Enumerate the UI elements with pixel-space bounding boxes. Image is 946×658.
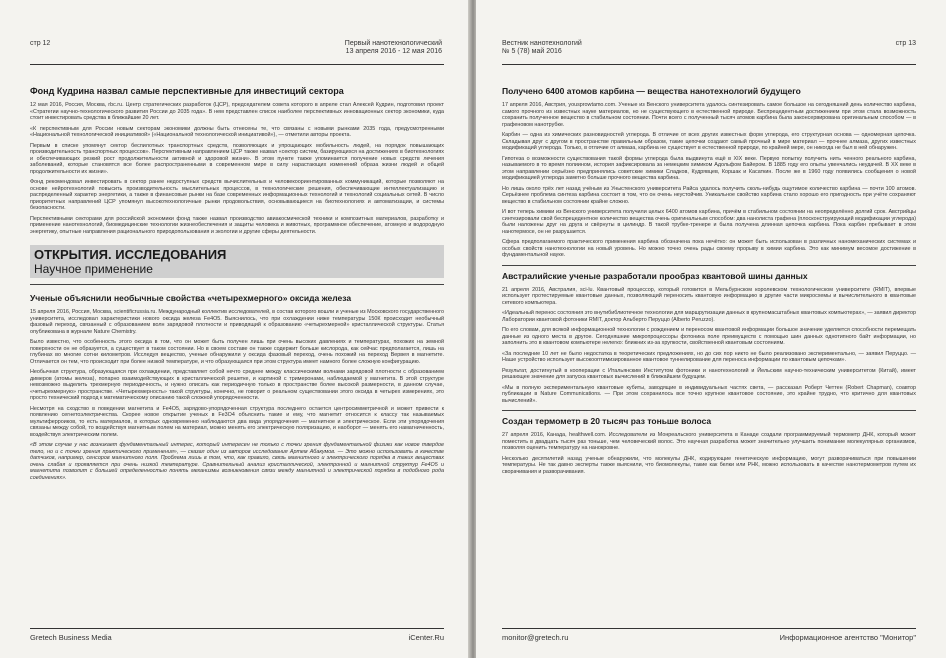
left-footer-site: iCenter.Ru (408, 633, 444, 642)
left-page-number: стр 12 (30, 40, 51, 47)
section-subtitle: Научное применение (34, 262, 153, 276)
article-paragraph: Сфера предполагаемого практического применения карбина обозначена пока нечётко: он может быть использован в различных наномеханических системах и особых свойств нанотехнологии на новый уровень. Но можно точно очень рады своему прорыву в химии карбина. Это как минимум весомое достижение в фундаментальной науке. (502, 239, 916, 258)
left-footer-rule (30, 628, 444, 629)
article-paragraph: Но лишь около трёх лет назад учёным из Уныстенского университета Райса удалось получить сколь-нибудь ощутимое количество карбина — почти 100 атомов. Серьёзнее проблема синтеза карбина состоит в том, что он очень неустойчив. Уникальное свойство карбина стало хорошо его пригодность при учёте сохраняют вещество в стабильном состоянии крайне сложно. (502, 185, 916, 205)
right-header-issue: Вестник нанотехнологий (502, 40, 582, 47)
article-paragraph: 27 апреля 2016, Канада, healthwell.com. Исследователи из Монреальского университета в Канаде создали программируемый термометр ДНК, который может поместить в двадцать тысяч раз тоньше, чем человеческий волос. Это научная разработка может значительно улучшить понимание молекулярных организмов, позволяя оценить температуру на нанокровне. (502, 432, 916, 451)
section-rule (30, 284, 444, 285)
article-paragraph: Перспективными секторами для российской экономики фонд также назвал производство авиакосмической техники и композитных материалов, разработку и применение нанотехнологий, биомедицинские технологии жизнеобеспечения и защиты человека и животных, программное обеспечение, атомную и водородную энергетику, опытные направления рационального природопользования и экологии и другие сферы деятельности. (30, 215, 444, 235)
article-rule (502, 265, 916, 266)
article-paragraph: Было известно, что особенность этого оксида в том, что он может быть получен лишь при очень высоких давлениях и температурах, похожих на земной поверхности он не образуется, а существует в таком состоянии. Но в своем составе он также содержит больше кислорода, как сейчас предполагается, лишь на глубинах во многие сотни километров. Исследуя вещество, ученые обнаружили у оксида фазовый переход, очень похожий на переход Вервея в магнетите. Отличается он тем, что происходит при более низкой температуре, и что образующаяся при этом структура имеет намного более сложную конфигурацию. (30, 339, 444, 365)
left-header-info (345, 40, 442, 56)
left-header-rule (30, 64, 444, 65)
article-paragraph: «Идеальный перенос состояния это внутибиблиотечное технологии для маршрутизации данных в крупномасштабных квантовых компьютерах», — заявил директор Лаборатории квантовой фотоники RMIT, доктор Альберто Перуццо (Alberto Peruzzo). (502, 310, 916, 323)
article-paragraph: Результат, достигнутый в кооперации с Итальянским Институтом фотоники и нанотехнологий и Йельским научно-техническим университетом (Китай), имеет решающее значение для запуска квантовых вычислений в ближайшем будущем. (502, 367, 916, 380)
left-header-issue: Первый нанотехнологический (344, 40, 442, 47)
article-paragraph: 21 апреля 2016, Австралия, sci-lu. Квантовый процессор, который готовится в Мельбурнском королевском технологическом университете (RMIT), впервые использует протестируемые квантовые данных, позволяющий переносить квантовую информацию в другие части микросхемы и вычислительного в квантовые сетевого компьютера. (502, 286, 916, 306)
right-header-rule (502, 64, 916, 65)
right-content (502, 86, 916, 479)
article-paragraph: Гипотеза о возможности существования такой формы углерода была выдвинута ещё в XIX веке. Первую попытку получить нить ченного реального карбина, называемого в то время полиином, история зафиксировала за немецким химиком Адольфом Байером. В 1885 году его опыты увенчались неудачей. В XX веке в этом направлении серьёзно предпринялись советские химики Сладков, Кудрявцев, Коршак и Касаткин. После же в 1960 году появились сообщения о новой модификацией углерода заметно больше прочного вещества карбина. (502, 155, 916, 181)
article-rule (502, 410, 916, 411)
article-title: Фонд Кудрина назвал самые перспективные для инвестиций сектора (30, 86, 344, 96)
article-paragraph: Несмотря на сходство в поведении магнетита и Fe4O5, зарядово-упорядоченная структура последнего остается центросимметричной и может привести к появлению сегнетоэлектричества. Скорее новое открытие ученых в Fe3O4 объяснить такие и ему, что магнетит относится к классу так называемых мультиферроиков, то есть материалов, в которых одновременно наблюдаются два вида упорядочения — магнитное и электрическое. Если эти упорядочения связаны между собой, то воздействуя магнитным полем на материал, можно менять его электрическую поляризацию, и наоборот — менять его намагниченность, воздействуя электрическим полем. (30, 405, 444, 438)
left-footer-brand: Gretech Business Media (30, 633, 112, 642)
section-title: ОТКРЫТИЯ. ИССЛЕДОВАНИЯ (34, 247, 227, 262)
left-header-date: 13 апреля 2016 - 12 мая 2016 (345, 48, 442, 55)
article-quote: «В этом случае у нас возникает фундаментальный интерес, который интересен не только с точки зрения фундаментальной физики как новое твердое тело, но и с точки зрения практического применения», — сказал один из авторов исследования Артем Абакумов. — Это можно использовать в качестве датчиков, например, сенсоров магнитного поля. Проблема лишь в том, что, как правило, связь магнитного и электрического порядка в таких веществах очень слабая и проявляется при очень низкой температуре. Сравнительный анализ кристаллической, электронной и магнитной структур Fe4O5 и магнетита позволит с большей определенностью понять механизмы возникновения связи между магнитной и электрической порядка в подобного рода соединениях». (30, 442, 444, 481)
right-header-number: № 5 (78) май 2016 (502, 48, 562, 55)
right-footer-email: monitor@gretech.ru (502, 633, 569, 642)
article-paragraph: Фонд рекомендовал инвестировать в сектор ранее недоступных средств вычислительных и человекоориентированных коммуникаций, которые позволяют на основе нейротехнологий повысить производительность мыслительных процессов, в технологические решения, обеспечивающие интеллектуализацию и распределенный характер энергетики, а также в финансовые рынки на базе современных информационных технологий и технологий социальных сетей. В число приоритетных направлений ЦСР упомянул высокотехнологичные рынки продовольствия, основывающиеся на биотехнологиях и автоматизации, и системы безопасности. (30, 179, 444, 211)
article-paragraph: Несколько десятилетий назад ученые обнаружили, что молекулы ДНК, кодирующие генетическую информацию, могут разворачиваться при повышении температуры. Не так давно эксперты также выяснили, что биомолекулы, такие как белки или РНК, можно использовать в качестве нанотермометров путем их сворачивания и разворачивания. (502, 455, 916, 475)
article-title: Получено 6400 атомов карбина — вещества нанотехнологий будущего (502, 86, 801, 96)
article-paragraph: Карбин — одна из химических разновидностей углерода. В отличие от всех других известных форм углерода, его структурная основа — одномерная цепочка. Складывая друг с другом в пространстве правильным образом, такие цепочки создают самый прочный в мире материал — прочнее алмаза, других известных модификаций углерода. Только, в отличие от алмаза, карбина не существует в естественной природе, по крайней мере, он никогда не был в ней обнаружен. (502, 132, 916, 151)
right-footer-agency: Информационное агентство "Монитор" (779, 633, 916, 642)
article-title: Австралийские ученые разработали прообраз квантовой шины данных (502, 270, 808, 281)
article-paragraph: 12 мая 2016, Россия, Москва, rbc.ru. Центр стратегических разработок (ЦСР), председателем совета которого в апреле стал Алексей Кудрин, подготовил проект «Стратегии научно-технологического развития России до 2035 года». В нем представлен список наиболее перспективных инновационных сектор экономики, куда стоит инвестировать средства в ближайшие 20 лет. (30, 102, 444, 121)
article-paragraph: И вот теперь химики из Венского университета получили целых 6400 атомов карбина, причём в стабильном состоянии на неопределённо долгий срок. Австрийцы синтезировали свой беспрецедентное количество вещества очень оригинальным способом: два нанолиста графена (плосконструирующий модификации углерода) были наложены друг на друга и свёрнуты в цилиндр. В такой трубке-тренере и была получена длинная цепочка карбина. Пока карбин пребывает в этом нанотермосе, он не разрушается. (502, 209, 916, 235)
right-footer-rule (502, 628, 916, 629)
left-content (30, 86, 444, 485)
right-page (476, 0, 946, 658)
article-paragraph: «Мы в полную экспериментальную квантовые кубиты, заводящие в индивидуальных частях света, — рассказал Роберт Четтен (Robert Chapman), соавтор публикации в Nature Communications. — При этом сохранилось все точно крупное квантовое состояние, это крайне трудно, что критично для квантовых вычислений». (502, 384, 916, 404)
article-title: Ученые объяснили необычные свойства «четырехмерного» оксида железа (30, 293, 352, 303)
article-paragraph: «За последние 10 лет не было недостатка в теоретических предложениях, но до сих пор никто не было реализовано экспериментально, — заявил Перуццо. — Наше устройство использует высокооптимизированное квантовое туннелирование для переноса информации по квантовым цепочкам». (502, 350, 916, 363)
right-page-number: стр 13 (895, 40, 916, 47)
article-paragraph: Первым в списке упомянут сектор беспилотных транспортных средств, позволяющих и упрощающих мобильность людей, на порядок повышающих производительность транспортных процессов». Перспективным направлением ЦСР также назвал «сектор систем, базирующихся на достижениях в биотехнологиях и обеспечивающих резкий рост продолжительности активной и здоровой жизни». В этом пункте также упоминается получение новых средств лечения заболеваний, которые становятся все более распространенными в современном мире в силу нарастающих изменений образа жизни людей и общей продолжительности их жизни». (30, 142, 444, 175)
section-band (30, 245, 444, 278)
left-page (0, 0, 470, 658)
article-paragraph: 17 апреля 2016, Австрия, yousprowtamo.com. Ученые из Венского университета удалось синтезировать самое большое на сегодняшний день количество карбина, самого прочного из известных науке материалов, но не существующего в естественной природе. Беспрецедентным достижением при этом стала возможность сохранить полученное вещество в стабильном состоянии. Почти всего с полученный тысяч атомов карбина была законсервирована оригинальным способом — в графеновом нанотрубке. (502, 102, 916, 128)
article-paragraph: «К перспективным для России новым секторам экономики должны быть отнесены те, что связаны с новыми рынками 2035 года, предусмотренными «Национальной технологической инициативой» («Национальной технологической инициативой»), — отметили авторы проекта. (30, 125, 444, 138)
article-paragraph: По его словам, для всякой информационной технологии с рождением и переносом квантовой информации большое значение уделяется способности перемещать данные из одного места в другое. Сегодняшние микропроцессоры фотоника поле преимуществ с помощью шин данных однотипного байт информации, но заполнить это в квантовом компьютере нелегко: ближних из-за хрупкости, свойственной квантовым состояниям. (502, 327, 916, 346)
article-paragraph: 15 апреля 2016, Россия, Москва, scientificrussia.ru. Международный коллектив исследователей, в состав которого вошли и ученые из Московского государственного университета, исследовал характеристики нового оксида железа Fe4O5. Выяснилось, что при охлаждении ниже температуры 150К происходит необычный фазовый переход, связанный с образованием волн зарядовой плотности и приводящий к образованию «четырехмерной» кристаллической структуры. Статья опубликована в журнале Nature Chemistry. (30, 309, 444, 335)
right-header-info (502, 40, 582, 56)
article-title: Создан термометр в 20 тысяч раз тоньше волоса (502, 416, 712, 426)
article-paragraph: Необычная структура, образующаяся при охлаждении, представляет собой нечто среднее между классическими волнами зарядовой плотности с образованием димеров (атомы железа), попарно взаимодействующих в кристаллической решетке, и картиной с тримеронами, наблюдаемой у магнетита. В этой структуре невозможно выделить трехмерную периодичность, и нужно описать как периодичную только в пространстве более высокой размерности, в данном случае, «четырехмерную» пространстве. «Четырехмерность» такой структуры, конечно, не говорит о реальном существовании этого оксида в четырех измерениях, это просто технический подход к математическому описанию такой сложной упорядоченности. (30, 369, 444, 401)
